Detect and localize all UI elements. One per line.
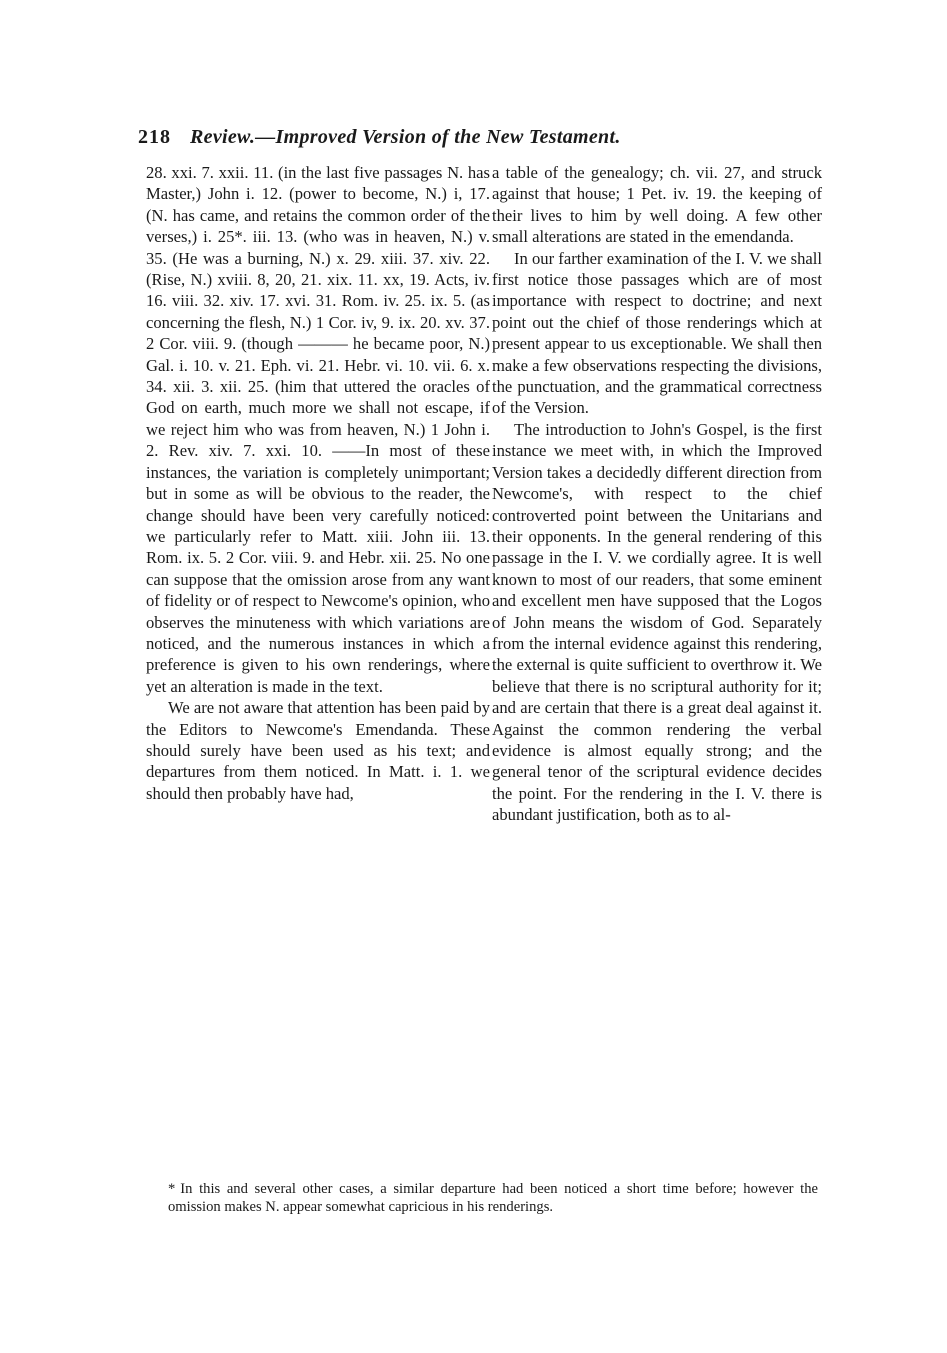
page-number: 218 xyxy=(138,126,171,148)
right-paragraph-3: The introduction to John's Gospel, is the first instance we meet with, in which the Improved Version takes a decidedly different direction from Newcome's, with respect to the chief controverted point between the Unitarians and their opponents. In the general rendering of this passage in the I. V. we cordially agree. It is well known to most of our readers, that some eminent and excellent men have supposed that the Logos of John means the wisdom of God. Separately from the internal evidence against this rendering, the external is quite sufficient to overthrow it. We believe that there is no scriptural authority for it; and are certain that there is a great deal against it. Against the common rendering the verbal evidence is almost equally strong; and the general tenor of the scriptural evidence decides the point. For the rendering in the I. V. there is abundant justification, both as to al- xyxy=(492,419,822,825)
left-paragraph-1: 28. xxi. 7. xxii. 11. (in the last five passages N. has Master,) John i. 12. (power to become, N.) i, 17. (N. has came, and retains the common order of the verses,) i. 25*. iii. 13. (who was in heaven, N.) v. 35. (He was a burning, N.) x. 29. xiii. 37. xiv. 22. (Rise, N.) xviii. 8, 20, 21. xix. 11. xx, 19. Acts, iv. 16. viii. 32. xiv. 17. xvi. 31. Rom. iv. 25. ix. 5. (as concerning the flesh, N.) 1 Cor. iv, 9. ix. 20. xv. 37. 2 Cor. viii. 9. (though ——— he became poor, N.) Gal. i. 10. v. 21. Eph. vi. 21. Hebr. vi. 10. vii. 6. x. 34. xii. 3. xii. 25. (him that uttered the oracles of God on earth, much more we shall not escape, if we reject him who was from heaven, N.) 1 John i. 2. Rev. xiv. 7. xxi. 10. ——In most of these instances, the variation is completely unimportant; but in some as will be obvious to the reader, the change should have been very carefully noticed: we particularly refer to Matt. xiii. John iii. 13. Rom. ix. 5. 2 Cor. viii. 9. and Hebr. xii. 25. No one can suppose that the omission arose from any want of fidelity or of respect to Newcome's opinion, who observes the minuteness with which variations are noticed, and the numerous instances in which a preference is given to his own renderings, where yet an alteration is made in the text. xyxy=(146,163,490,696)
left-paragraph-2: We are not aware that attention has been paid by the Editors to Newcome's Emendanda. These should surely have been used as his text; and departures from them noticed. In Matt. i. 1. we should then probably have had, xyxy=(146,698,490,803)
right-column xyxy=(492,162,822,826)
right-paragraph-1: a table of the genealogy; ch. vii. 27, and struck against that house; 1 Pet. iv. 19. the keeping of their lives to him by well doing. A few other small alterations are stated in the emendanda. xyxy=(492,163,822,247)
page-header xyxy=(138,126,818,156)
right-paragraph-2: In our farther examination of the I. V. we shall first notice those passages which are of most importance with respect to doctrine; and next point out the chief of those renderings which at present appear to us exceptionable. We shall then make a few observations respecting the divisions, the punctuation, and the grammatical correctness of the Version. xyxy=(492,248,822,418)
left-column xyxy=(146,162,490,804)
footnote xyxy=(168,1180,818,1216)
running-head: Review.—Improved Version of the New Testament. xyxy=(190,126,621,148)
footnote-text: In this and several other cases, a similar departure had been noticed a short time before; however the omission makes N. appear somewhat capricious in his renderings. xyxy=(168,1181,818,1215)
footnote-marker: * xyxy=(168,1181,176,1197)
